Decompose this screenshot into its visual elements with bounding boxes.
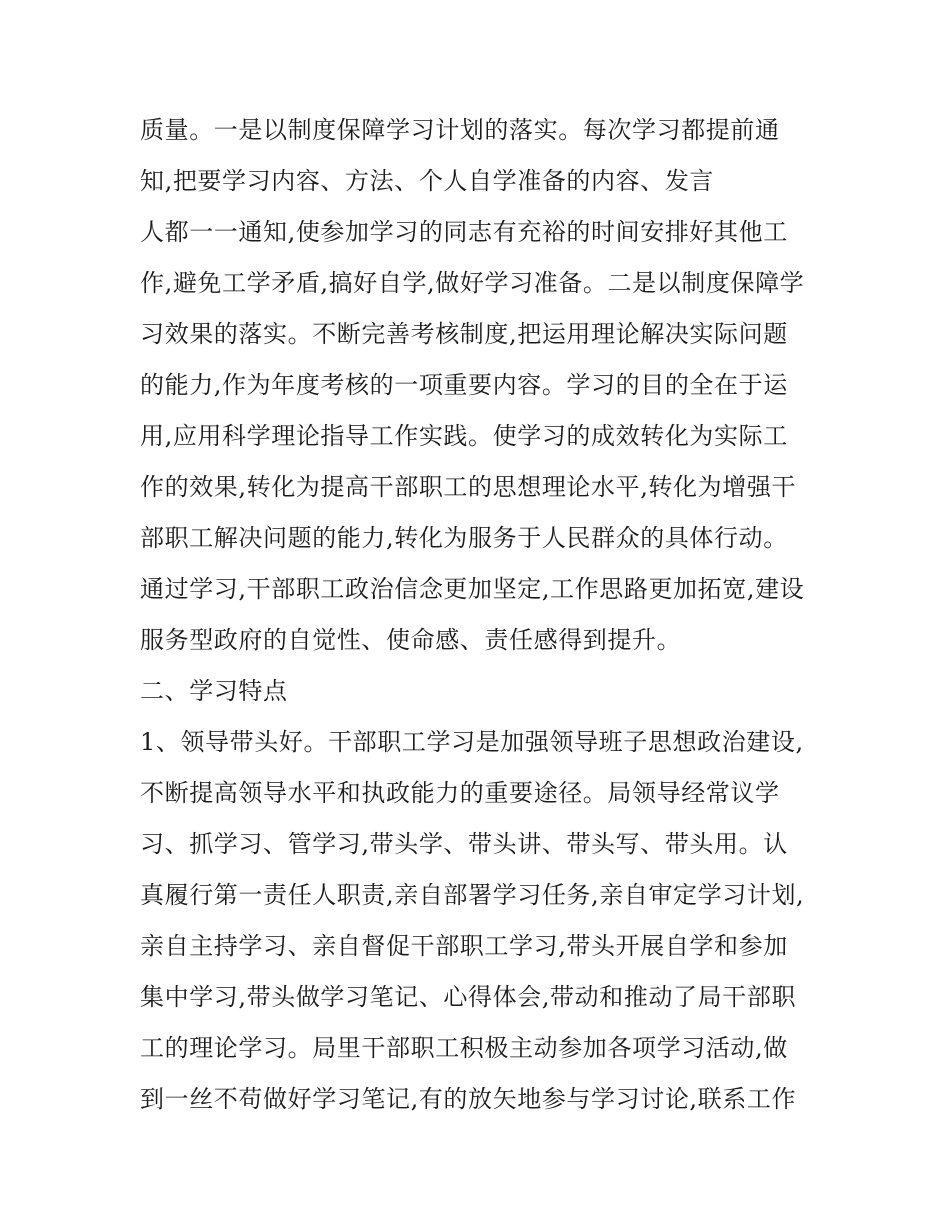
text-line: 作的效果,转化为提高干部职工的思想理论水平,转化为增强干 [140, 473, 797, 501]
text-line: 的能力,作为年度考核的一项重要内容。学习的目的全在于运 [140, 371, 788, 399]
text-line: 不断提高领导水平和执政能力的重要途径。局领导经常议学 [140, 779, 780, 807]
text-line: 习、抓学习、管学习,带头学、带头讲、带头写、带头用。认 [140, 830, 788, 858]
body-text [140, 105, 820, 1125]
text-line: 到一丝不苟做好学习笔记,有的放矢地参与学习讨论,联系工作 [140, 1085, 797, 1113]
text-line: 作,避免工学矛盾,搞好自学,做好学习准备。二是以制度保障学 [140, 269, 805, 297]
text-line: 工的理论学习。局里干部职工积极主动参加各项学习活动,做 [140, 1034, 788, 1062]
text-line: 人都一一通知,使参加学习的同志有充裕的时间安排好其他工 [140, 218, 788, 246]
text-line: 1、领导带头好。干部职工学习是加强领导班子思想政治建设, [140, 728, 804, 756]
text-line: 知,把要学习内容、方法、个人自学准备的内容、发言 [140, 167, 715, 195]
section-heading: 二、学习特点 [140, 677, 288, 705]
text-line: 部职工解决问题的能力,转化为服务于人民群众的具体行动。 [140, 524, 788, 552]
text-line: 通过学习,干部职工政治信念更加坚定,工作思路更加拓宽,建设 [140, 575, 805, 603]
text-line: 亲自主持学习、亲自督促干部职工学习,带头开展自学和参加 [140, 932, 788, 960]
text-line: 习效果的落实。不断完善考核制度,把运用理论解决实际问题 [140, 320, 788, 348]
text-line: 集中学习,带头做学习笔记、心得体会,带动和推动了局干部职 [140, 983, 797, 1011]
text-line: 服务型政府的自觉性、使命感、责任感得到提升。 [140, 626, 682, 654]
text-line: 用,应用科学理论指导工作实践。使学习的成效转化为实际工 [140, 422, 788, 450]
text-line: 真履行第一责任人职责,亲自部署学习任务,亲自审定学习计划, [140, 881, 805, 909]
text-line: 质量。一是以制度保障学习计划的落实。每次学习都提前通 [140, 116, 780, 144]
